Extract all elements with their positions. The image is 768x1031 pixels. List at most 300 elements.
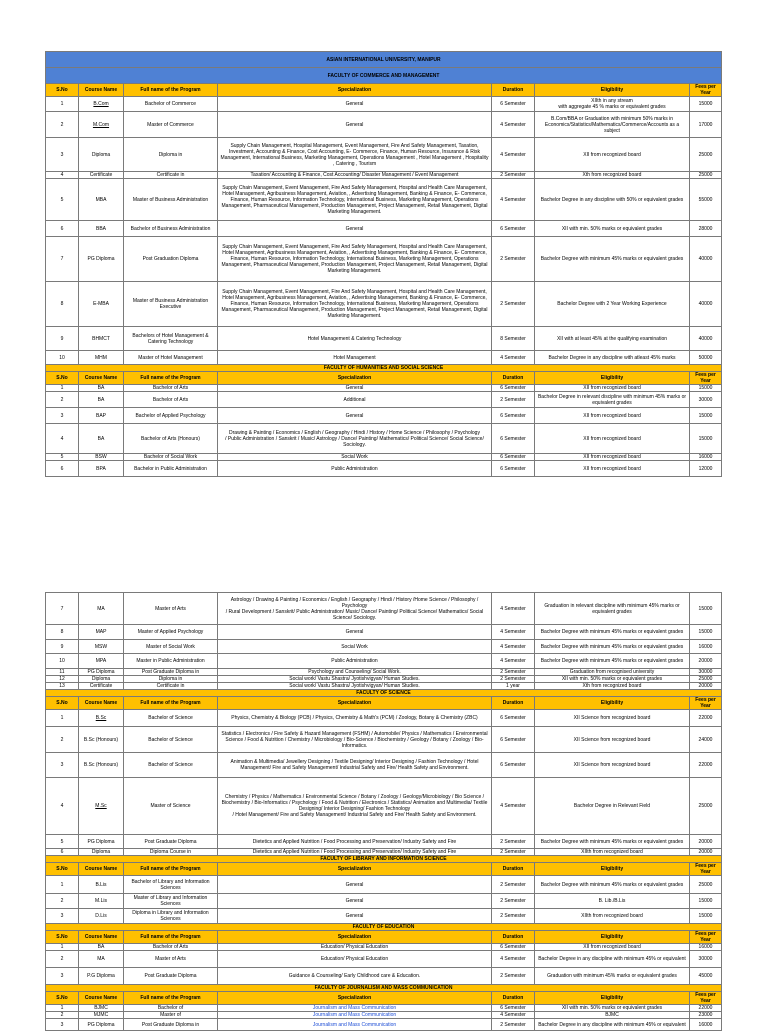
cell-spec: Education/ Physical Education (218, 951, 492, 968)
cell-full: Diploma in Library and Information Sciences (124, 909, 218, 924)
cell-fees: 25000 (690, 172, 722, 179)
cell-spec: Public Administration (218, 461, 492, 477)
cell-full: Bachelor of Arts (124, 944, 218, 951)
table-row (46, 968, 722, 985)
cell-sno: 4 (46, 172, 79, 179)
header-spec: Specialization (218, 931, 492, 944)
header-fees: Fees per Year (690, 84, 722, 97)
cell-dur: 4 Semester (492, 640, 535, 654)
cell-fees: 22000 (690, 710, 722, 727)
cell-full: Bachelor of Library and Information Sciences (124, 876, 218, 894)
cell-full: Master of Social Work (124, 640, 218, 654)
cell-course: MA (79, 593, 124, 625)
cell-course: B.Sc (Honours) (79, 753, 124, 778)
cell-full: Master of Library and Information Sciences (124, 894, 218, 909)
cell-full: Bachelor of Arts (124, 385, 218, 392)
table-row (46, 669, 722, 676)
cell-course: M.Lis (79, 894, 124, 909)
cell-sno: 1 (46, 1005, 79, 1012)
cell-elig: XII from recognized board (535, 408, 690, 424)
cell-dur: 4 Semester (492, 951, 535, 968)
cell-elig: Bachelor Degree with minimum 45% marks or equivalent grades (535, 654, 690, 669)
header-sno: S.No (46, 84, 79, 97)
table-row (46, 97, 722, 112)
university-title (46, 52, 722, 68)
cell-sno: 7 (46, 237, 79, 282)
cell-course: M.Com (79, 112, 124, 138)
cell-spec: General (218, 909, 492, 924)
cell-elig: Xth from recognized board (535, 683, 690, 690)
header-elig: Eligibility (535, 84, 690, 97)
cell-course: B.Sc (79, 710, 124, 727)
cell-elig: BJMC (535, 1012, 690, 1019)
cell-course: BA (79, 392, 124, 408)
cell-fees: 20000 (690, 683, 722, 690)
cell-dur: 4 Semester (492, 654, 535, 669)
cell-elig: XII Science from recognized board (535, 727, 690, 753)
header-spec: Specialization (218, 863, 492, 876)
cell-course: P.G Diploma (79, 968, 124, 985)
cell-full: Master of Applied Psychology (124, 625, 218, 640)
cell-elig: XII with min. 50% marks or equivalent grades (535, 676, 690, 683)
header-spec: Specialization (218, 697, 492, 710)
university-title-text: ASIAN INTERNATIONAL UNIVERSITY, MANIPUR (46, 52, 722, 68)
cell-full: Bachelor of Science (124, 727, 218, 753)
cell-sno: 5 (46, 454, 79, 461)
header-elig: Eligibility (535, 697, 690, 710)
header-elig: Eligibility (535, 931, 690, 944)
cell-spec: Hotel Management (218, 351, 492, 365)
faculty-library-heading (46, 856, 722, 863)
cell-dur: 6 Semester (492, 221, 535, 237)
fee-table-page-2 (45, 592, 722, 1031)
cell-dur: 8 Semester (492, 327, 535, 351)
table-row (46, 894, 722, 909)
cell-fees: 28000 (690, 221, 722, 237)
cell-full: Diploma in (124, 676, 218, 683)
cell-dur: 1 year (492, 683, 535, 690)
table-row (46, 1019, 722, 1031)
cell-dur: 4 Semester (492, 351, 535, 365)
cell-elig: XIIth in any stream with aggregate 45 % marks or equivalent grades (535, 97, 690, 112)
cell-elig: Bachelor Degree with minimum 45% marks or equivalent grades (535, 625, 690, 640)
cell-course: Diploma (79, 676, 124, 683)
cell-elig: Bachelor Degree in relevant discipline with minimum 45% marks or equivalent grades (535, 392, 690, 408)
cell-dur: 4 Semester (492, 593, 535, 625)
cell-course: Certificate (79, 172, 124, 179)
header-course: Course Name (79, 931, 124, 944)
cell-fees: 30000 (690, 392, 722, 408)
header-course: Course Name (79, 372, 124, 385)
cell-full: Master of Commerce (124, 112, 218, 138)
faculty-humanities-heading (46, 365, 722, 372)
cell-sno: 1 (46, 385, 79, 392)
cell-spec: Social Work (218, 454, 492, 461)
cell-sno: 3 (46, 753, 79, 778)
cell-full: Bachelor of Science (124, 753, 218, 778)
cell-course: Certificate (79, 683, 124, 690)
cell-sno: 3 (46, 1019, 79, 1031)
table-row (46, 385, 722, 392)
cell-spec: Journalism and Mass Communication (218, 1005, 492, 1012)
cell-fees: 15000 (690, 408, 722, 424)
cell-sno: 2 (46, 894, 79, 909)
cell-spec: Dietetics and Applied Nutrition / Food Processing and Preservation/ Industry Safety and Fire (218, 835, 492, 849)
cell-full: Diploma Course in (124, 849, 218, 856)
cell-dur: 4 Semester (492, 778, 535, 835)
cell-dur: 2 Semester (492, 909, 535, 924)
cell-spec: General (218, 894, 492, 909)
faculty-library-heading-text: FACULTY OF LIBRARY AND INFORMATION SCIENCE (46, 856, 722, 863)
header-course: Course Name (79, 863, 124, 876)
cell-spec: General (218, 876, 492, 894)
cell-fees: 15000 (690, 424, 722, 454)
column-header-row (46, 372, 722, 385)
cell-spec: Supply Chain Management, Event Management, Fire And Safety Management, Hospital and Health Care Management, Hotel Management, Agribusiness Management, Aviation, , Advertising Management, Banking & Finance, E- Commerce, Finance, Human Resource, Information Technology, International Business, Marketing Management, Operations Management, Pharmaceutical Management, Production Management, Project Management, Retail Management, Digital Marketing Management. (218, 237, 492, 282)
cell-spec: General (218, 385, 492, 392)
cell-elig: B. Lib./B.Lis (535, 894, 690, 909)
table-row (46, 676, 722, 683)
cell-sno: 1 (46, 710, 79, 727)
cell-course: E-MBA (79, 282, 124, 327)
cell-dur: 4 Semester (492, 138, 535, 172)
faculty-science-heading-text: FACULTY OF SCIENCE (46, 690, 722, 697)
cell-spec: Taxation/ Accounting & Finance, Cost Accounting/ Disaster Management / Event Management (218, 172, 492, 179)
cell-course: D.Lis (79, 909, 124, 924)
header-dur: Duration (492, 372, 535, 385)
cell-sno: 1 (46, 944, 79, 951)
table-row (46, 593, 722, 625)
cell-dur: 2 Semester (492, 849, 535, 856)
cell-sno: 11 (46, 669, 79, 676)
cell-course: BJMC (79, 1005, 124, 1012)
cell-dur: 6 Semester (492, 753, 535, 778)
cell-full: Master of Business Administration (124, 179, 218, 221)
header-dur: Duration (492, 697, 535, 710)
cell-full: Master in Public Administration (124, 654, 218, 669)
cell-course: B.Com (79, 97, 124, 112)
cell-dur: 6 Semester (492, 408, 535, 424)
header-elig: Eligibility (535, 992, 690, 1005)
cell-fees: 15000 (690, 593, 722, 625)
cell-spec: Journalism and Mass Communication (218, 1019, 492, 1031)
cell-full: Master of (124, 1012, 218, 1019)
cell-course: MPA (79, 654, 124, 669)
header-dur: Duration (492, 863, 535, 876)
cell-elig: Graduation from recognised university (535, 669, 690, 676)
cell-spec: Animation & Multimedia/ Jewellery Designing / Textile Designing/ Interior Designing / Fashion Technology / Hotel Management/ Fire and Safety Management/ Industrial Safety and Fire/ Health Safety and Environment. (218, 753, 492, 778)
cell-course: MA (79, 951, 124, 968)
faculty-journalism-heading-text: FACULTY OF JOURNALISM AND MASS COMMUNICATION (46, 985, 722, 992)
cell-fees: 22000 (690, 1005, 722, 1012)
cell-full: Bachelor in Public Administration (124, 461, 218, 477)
header-fees: Fees per Year (690, 697, 722, 710)
cell-course: Diploma (79, 849, 124, 856)
table-row (46, 710, 722, 727)
cell-fees: 50000 (690, 351, 722, 365)
cell-full: Bachelor of Commerce (124, 97, 218, 112)
cell-dur: 6 Semester (492, 1005, 535, 1012)
cell-spec: General (218, 625, 492, 640)
cell-full: Bachelor of Applied Psychology (124, 408, 218, 424)
cell-course: BA (79, 944, 124, 951)
cell-dur: 2 Semester (492, 172, 535, 179)
cell-dur: 2 Semester (492, 669, 535, 676)
cell-full: Bachelor of Science (124, 710, 218, 727)
cell-full: Bachelor of Business Administration (124, 221, 218, 237)
cell-spec: General (218, 112, 492, 138)
cell-fees: 25000 (690, 778, 722, 835)
table-row (46, 849, 722, 856)
cell-fees: 15000 (690, 385, 722, 392)
cell-full: Post Graduate Diploma (124, 835, 218, 849)
cell-course: BA (79, 385, 124, 392)
cell-spec: Physics, Chemistry & Biology (PCB) / Physics, Chemistry & Math's (PCM) / Zoology, Botany & Chemistry (ZBC) (218, 710, 492, 727)
cell-spec: Supply Chain Management, Hospital Management, Event Management, Fire And Safety Management, Taxation, Investment, Accounting & Finance, Cost Accounting, E- Commerce, Finance, Human Resource, Insurance & Risk Management, International Business, Marketing Management, Operations Management , Hotel Management , Hospitality , Catering , Tourism (218, 138, 492, 172)
cell-full: Post Graduate Diploma in (124, 1019, 218, 1031)
cell-sno: 5 (46, 179, 79, 221)
cell-elig: Bachelor Degree with 2 Year Working Experience (535, 282, 690, 327)
cell-elig: Graduation in relevant discipline with minimum 45% marks or equivalent grades (535, 593, 690, 625)
column-header-row (46, 992, 722, 1005)
cell-full: Diploma in (124, 138, 218, 172)
header-full: Full name of the Program (124, 372, 218, 385)
cell-elig: Bachelor Degree with minimum 45% marks or equivalent grades (535, 640, 690, 654)
cell-dur: 6 Semester (492, 424, 535, 454)
cell-dur: 2 Semester (492, 237, 535, 282)
cell-elig: XII Science from recognized board (535, 710, 690, 727)
cell-sno: 9 (46, 640, 79, 654)
cell-spec: Statistics / Electronics / Fire Safety & Hazard Management (FSHM) / Automobile/ Physics / Mathematics / Environmental Science / Food & Nutrition / Chemistry / Microbiology / Bio-Science / Biochemistry / Geology / Botany / Zoology / Bio-Informatics. (218, 727, 492, 753)
cell-elig: Bachelor Degree in any discipline with 50% or equivalent grades (535, 179, 690, 221)
cell-fees: 16000 (690, 454, 722, 461)
table-row (46, 951, 722, 968)
cell-full: Bachelor of Arts (Honours) (124, 424, 218, 454)
header-spec: Specialization (218, 992, 492, 1005)
cell-full: Bachelor of (124, 1005, 218, 1012)
cell-full: Certificate in (124, 683, 218, 690)
cell-spec: Supply Chain Management, Event Management, Fire And Safety Management, Hospital and Health Care Management, Hotel Management, Agribusiness Management, Aviation, , Advertising Management, Banking & Finance, E- Commerce, Finance, Human Resource, Information Technology, International Business, Marketing Management, Operations Management, Pharmaceutical Management, Production Management, Project Management, Retail Management, Digital Marketing Management. (218, 282, 492, 327)
table-row (46, 835, 722, 849)
cell-spec: General (218, 221, 492, 237)
cell-fees: 15000 (690, 894, 722, 909)
cell-elig: XIIth from recognized board (535, 909, 690, 924)
table-row (46, 909, 722, 924)
cell-elig: XII with at least 45% at the qualifying examination (535, 327, 690, 351)
cell-spec: Education/ Physical Education (218, 944, 492, 951)
cell-sno: 13 (46, 683, 79, 690)
cell-spec: Social work/ Vastu Shastra/ Jyotishvigyan/ Human Studies. (218, 683, 492, 690)
cell-full: Master of Arts (124, 951, 218, 968)
cell-elig: XII from recognized board (535, 424, 690, 454)
column-header-row (46, 863, 722, 876)
cell-course: MAP (79, 625, 124, 640)
header-fees: Fees per Year (690, 992, 722, 1005)
cell-fees: 25000 (690, 138, 722, 172)
header-elig: Eligibility (535, 372, 690, 385)
cell-fees: 30000 (690, 951, 722, 968)
cell-fees: 45000 (690, 968, 722, 985)
table-row (46, 727, 722, 753)
cell-fees: 17000 (690, 112, 722, 138)
cell-elig: Bachelor Degree with minimum 45% marks or equivalent grades (535, 237, 690, 282)
cell-elig: Bachelor Degree with minimum 45% marks or equivalent grades (535, 835, 690, 849)
cell-elig: Xth from recognized board (535, 172, 690, 179)
cell-course: BAP (79, 408, 124, 424)
cell-dur: 2 Semester (492, 968, 535, 985)
cell-dur: 4 Semester (492, 1012, 535, 1019)
header-sno: S.No (46, 863, 79, 876)
header-sno: S.No (46, 697, 79, 710)
cell-fees: 25000 (690, 876, 722, 894)
cell-spec: Psychology and Counseling/ Social Work. (218, 669, 492, 676)
cell-fees: 12000 (690, 461, 722, 477)
cell-dur: 6 Semester (492, 727, 535, 753)
faculty-education-heading (46, 924, 722, 931)
cell-sno: 8 (46, 625, 79, 640)
cell-course: B.Lis (79, 876, 124, 894)
column-header-row (46, 931, 722, 944)
cell-full: Master of Hotel Management (124, 351, 218, 365)
cell-dur: 2 Semester (492, 894, 535, 909)
cell-fees: 23000 (690, 1012, 722, 1019)
cell-elig: XII from recognized board (535, 454, 690, 461)
cell-sno: 3 (46, 968, 79, 985)
table-row (46, 944, 722, 951)
table-row (46, 237, 722, 282)
cell-full: Master of Science (124, 778, 218, 835)
cell-course: PG Diploma (79, 835, 124, 849)
cell-dur: 6 Semester (492, 385, 535, 392)
cell-fees: 55000 (690, 179, 722, 221)
cell-fees: 40000 (690, 282, 722, 327)
cell-full: Bachelor of Arts (124, 392, 218, 408)
header-fees: Fees per Year (690, 863, 722, 876)
fee-table-page-1 (45, 51, 722, 477)
cell-spec: General (218, 97, 492, 112)
cell-course: MSW (79, 640, 124, 654)
header-full: Full name of the Program (124, 863, 218, 876)
cell-dur: 2 Semester (492, 392, 535, 408)
cell-sno: 2 (46, 112, 79, 138)
column-header-row (46, 84, 722, 97)
header-course: Course Name (79, 84, 124, 97)
cell-course: BSW (79, 454, 124, 461)
cell-full: Bachelor of Social Work (124, 454, 218, 461)
cell-elig: Bachelor Degree with minimum 45% marks or equivalent grades (535, 876, 690, 894)
cell-sno: 6 (46, 849, 79, 856)
cell-course: M.Sc (79, 778, 124, 835)
cell-sno: 2 (46, 392, 79, 408)
cell-elig: XII Science from recognized board (535, 753, 690, 778)
cell-sno: 1 (46, 97, 79, 112)
table-row (46, 351, 722, 365)
header-dur: Duration (492, 931, 535, 944)
table-row (46, 654, 722, 669)
table-row (46, 778, 722, 835)
cell-course: PG Diploma (79, 237, 124, 282)
header-fees: Fees per Year (690, 931, 722, 944)
table-row (46, 454, 722, 461)
table-row (46, 327, 722, 351)
cell-fees: 20000 (690, 835, 722, 849)
cell-full: Bachelors of Hotel Management & Catering Technology (124, 327, 218, 351)
header-course: Course Name (79, 992, 124, 1005)
header-sno: S.No (46, 372, 79, 385)
cell-sno: 4 (46, 424, 79, 454)
cell-full: Post Graduate Diploma in (124, 669, 218, 676)
table-row (46, 461, 722, 477)
cell-course: MJMC (79, 1012, 124, 1019)
cell-course: PG Diploma (79, 1019, 124, 1031)
cell-sno: 2 (46, 951, 79, 968)
header-spec: Specialization (218, 372, 492, 385)
cell-spec: Social Work (218, 640, 492, 654)
table-row (46, 392, 722, 408)
cell-elig: B.Com/BBA or Graduation with minimum 50% marks in Economics/Statistics/Mathematics/Commerce/Accounts as a subject (535, 112, 690, 138)
header-dur: Duration (492, 84, 535, 97)
cell-sno: 2 (46, 1012, 79, 1019)
faculty-commerce-heading-text: FACULTY OF COMMERCE AND MANAGEMENT (46, 68, 722, 84)
cell-elig: Bachelor Degree in any discipline with minimum 45% or equivalent (535, 951, 690, 968)
header-course: Course Name (79, 697, 124, 710)
cell-dur: 2 Semester (492, 676, 535, 683)
header-fees: Fees per Year (690, 372, 722, 385)
cell-fees: 22000 (690, 753, 722, 778)
cell-course: BHMCT (79, 327, 124, 351)
cell-sno: 8 (46, 282, 79, 327)
cell-course: B.Sc (Honours) (79, 727, 124, 753)
cell-spec: Supply Chain Management, Event Management, Fire And Safety Management, Hospital and Health Care Management, Hotel Management, Agribusiness Management, Aviation, , Advertising Management, Banking & Finance, E- Commerce, Finance, Human Resource, Information Technology, International Business, Marketing Management, Operations Management, Pharmaceutical Management, Production Management, Project Management, Retail Management, Digital Marketing Management. (218, 179, 492, 221)
cell-fees: 25000 (690, 676, 722, 683)
cell-elig: XII from recognized board (535, 138, 690, 172)
cell-sno: 4 (46, 778, 79, 835)
table-row (46, 683, 722, 690)
table-row (46, 138, 722, 172)
cell-spec: Social work/ Vastu Shastra/ Jyotishvigyan/ Human Studies. (218, 676, 492, 683)
table-row (46, 876, 722, 894)
cell-elig: XII from recognized board (535, 944, 690, 951)
cell-sno: 5 (46, 835, 79, 849)
table-row (46, 625, 722, 640)
faculty-science-heading (46, 690, 722, 697)
cell-sno: 6 (46, 221, 79, 237)
cell-fees: 40000 (690, 237, 722, 282)
cell-course: PG Diploma (79, 669, 124, 676)
cell-dur: 4 Semester (492, 179, 535, 221)
cell-fees: 40000 (690, 327, 722, 351)
cell-sno: 6 (46, 461, 79, 477)
cell-course: MHM (79, 351, 124, 365)
cell-elig: Bachelor Degree in Relevant Field (535, 778, 690, 835)
table-row (46, 640, 722, 654)
table-row (46, 753, 722, 778)
cell-full: Post Graduation Diploma (124, 237, 218, 282)
cell-course: MBA (79, 179, 124, 221)
header-spec: Specialization (218, 84, 492, 97)
cell-sno: 3 (46, 138, 79, 172)
table-row (46, 172, 722, 179)
cell-fees: 15000 (690, 909, 722, 924)
cell-sno: 3 (46, 408, 79, 424)
cell-dur: 4 Semester (492, 112, 535, 138)
cell-fees: 30000 (690, 669, 722, 676)
cell-fees: 20000 (690, 654, 722, 669)
header-dur: Duration (492, 992, 535, 1005)
cell-elig: Graduation with minimum 45% marks or equivalent grades (535, 968, 690, 985)
table-row (46, 179, 722, 221)
cell-dur: 2 Semester (492, 876, 535, 894)
